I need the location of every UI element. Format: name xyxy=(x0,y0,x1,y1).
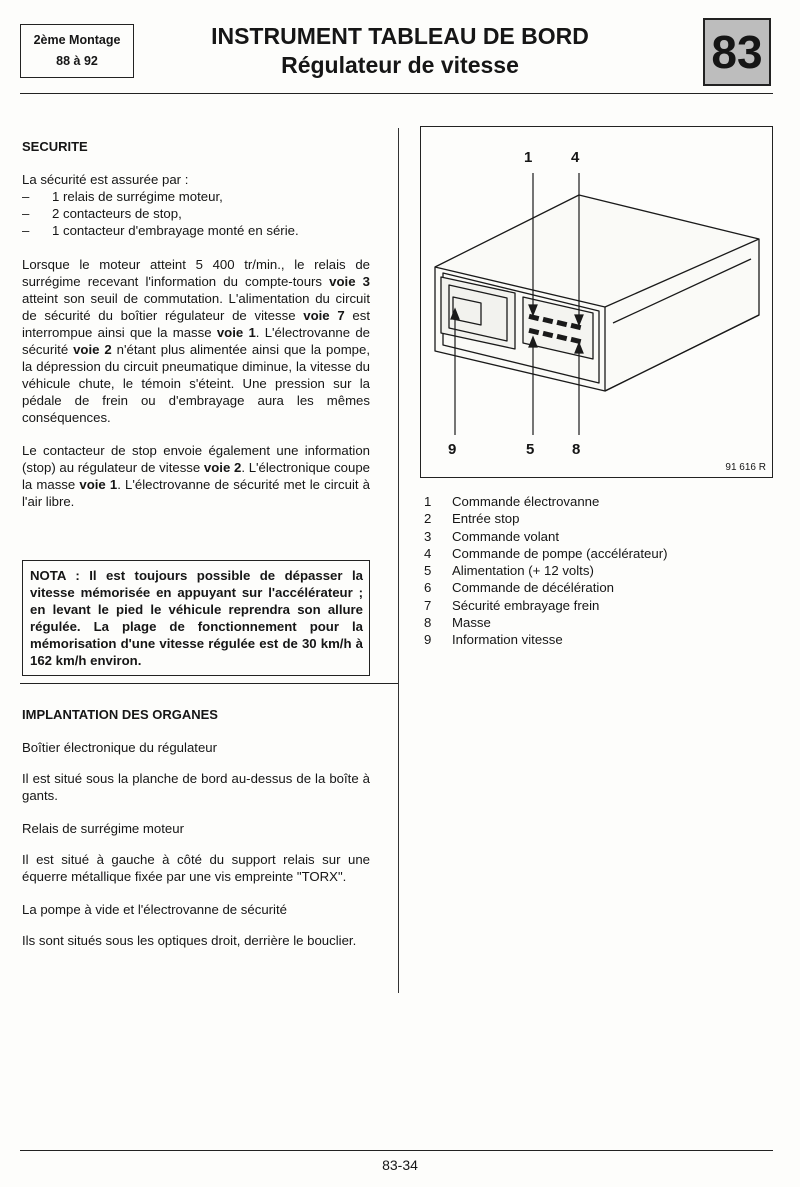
subheading-pompe: La pompe à vide et l'électrovanne de sécurité xyxy=(22,902,287,917)
montage-years: 88 à 92 xyxy=(56,54,98,68)
nota-box: NOTA : Il est toujours possible de dépasser la vitesse mémorisée en appuyant sur l'accélérateur ; en levant le pied le véhicule reprendra son allure régulée. La plage de fonctionnement pour la mémorisation d'une vitesse régulée est de 30 km/h à 162 km/h environ. xyxy=(22,560,370,676)
callout-label: 5 xyxy=(526,441,535,458)
securite-list xyxy=(22,188,370,239)
list-item: 8 Masse xyxy=(424,615,491,631)
footer-rule xyxy=(20,1150,773,1151)
callout-label: 8 xyxy=(572,441,581,458)
securite-paragraph-stop: Le contacteur de stop envoie également une information (stop) au régulateur de vitesse voie 2. L'électronique coupe la masse voie 1. L'électrovanne de sécurité met le circuit à l'air libre. xyxy=(22,443,371,509)
section-rule xyxy=(20,683,398,684)
pin-legend xyxy=(424,493,668,649)
paragraph-pompe: Ils sont situés sous les optiques droit, derrière le bouclier. xyxy=(22,933,357,948)
callout-label: 1 xyxy=(524,149,533,166)
securite-intro: La sécurité est assurée par : xyxy=(22,172,189,187)
title-line-2: Régulateur de vitesse xyxy=(281,52,519,78)
list-item: 3 Commande volant xyxy=(424,528,560,544)
subheading-relais: Relais de surrégime moteur xyxy=(22,821,184,836)
montage-ordinal: 2ème xyxy=(33,33,66,47)
list-item: 1 Commande électrovanne xyxy=(424,494,600,509)
control-unit-figure xyxy=(420,126,773,478)
paragraph-relais: Il est situé à gauche à côté du support relais sur une équerre métallique fixée par une vis empreinte "TORX". xyxy=(22,852,370,884)
list-item: 9 Information vitesse xyxy=(424,632,563,648)
page-number: 83-34 xyxy=(382,1157,418,1173)
list-item: – 2 contacteurs de stop, xyxy=(22,205,370,222)
list-item: 5 Alimentation (+ 12 volts) xyxy=(424,563,594,579)
list-item: 6 Commande de décélération xyxy=(424,580,615,596)
securite-paragraph-overspeed: Lorsque le moteur atteint 5 400 tr/min., le relais de surrégime recevant l'information du compte-tours voie 3 atteint son seuil de commutation. L'alimentation du circuit de sécurité du boîtier régulateur de vitesse voie 7 est interrompue ainsi que la masse voie 1. L'électrovanne de sécurité voie 2 n'étant plus alimentée ainsi que la pompe, la dépression du circuit pneumatique diminue, la vitesse du véhicule chute, le témoin s'éteint. Une pression sur la pédale de frein ou d'embrayage aura les mêmes conséquences. xyxy=(22,257,371,425)
page-title xyxy=(160,22,640,80)
implantation-heading: IMPLANTATION DES ORGANES xyxy=(22,707,218,722)
securite-section xyxy=(22,138,370,526)
list-item: 7 Sécurité embrayage frein xyxy=(424,597,600,613)
header-rule xyxy=(20,93,773,94)
implantation-section xyxy=(22,706,370,965)
column-divider xyxy=(398,128,399,993)
list-item: – 1 contacteur d'embrayage monté en série. xyxy=(22,222,370,239)
montage-box xyxy=(20,24,134,78)
control-unit-drawing xyxy=(421,127,771,477)
list-item: 4 Commande de pompe (accélérateur) xyxy=(424,545,668,561)
paragraph-boitier: Il est situé sous la planche de bord au-dessus de la boîte à gants. xyxy=(22,771,370,803)
list-item: – 1 relais de surrégime moteur, xyxy=(22,188,370,205)
list-item: 2 Entrée stop xyxy=(424,511,520,527)
figure-reference: 91 616 R xyxy=(725,462,766,473)
chapter-badge: 83 xyxy=(703,18,771,86)
subheading-boitier: Boîtier électronique du régulateur xyxy=(22,740,218,755)
callout-label: 4 xyxy=(571,149,580,166)
title-line-1: INSTRUMENT TABLEAU DE BORD xyxy=(211,23,589,49)
callout-label: 9 xyxy=(448,441,457,458)
montage-label: Montage xyxy=(69,33,121,47)
securite-heading: SECURITE xyxy=(22,139,88,154)
